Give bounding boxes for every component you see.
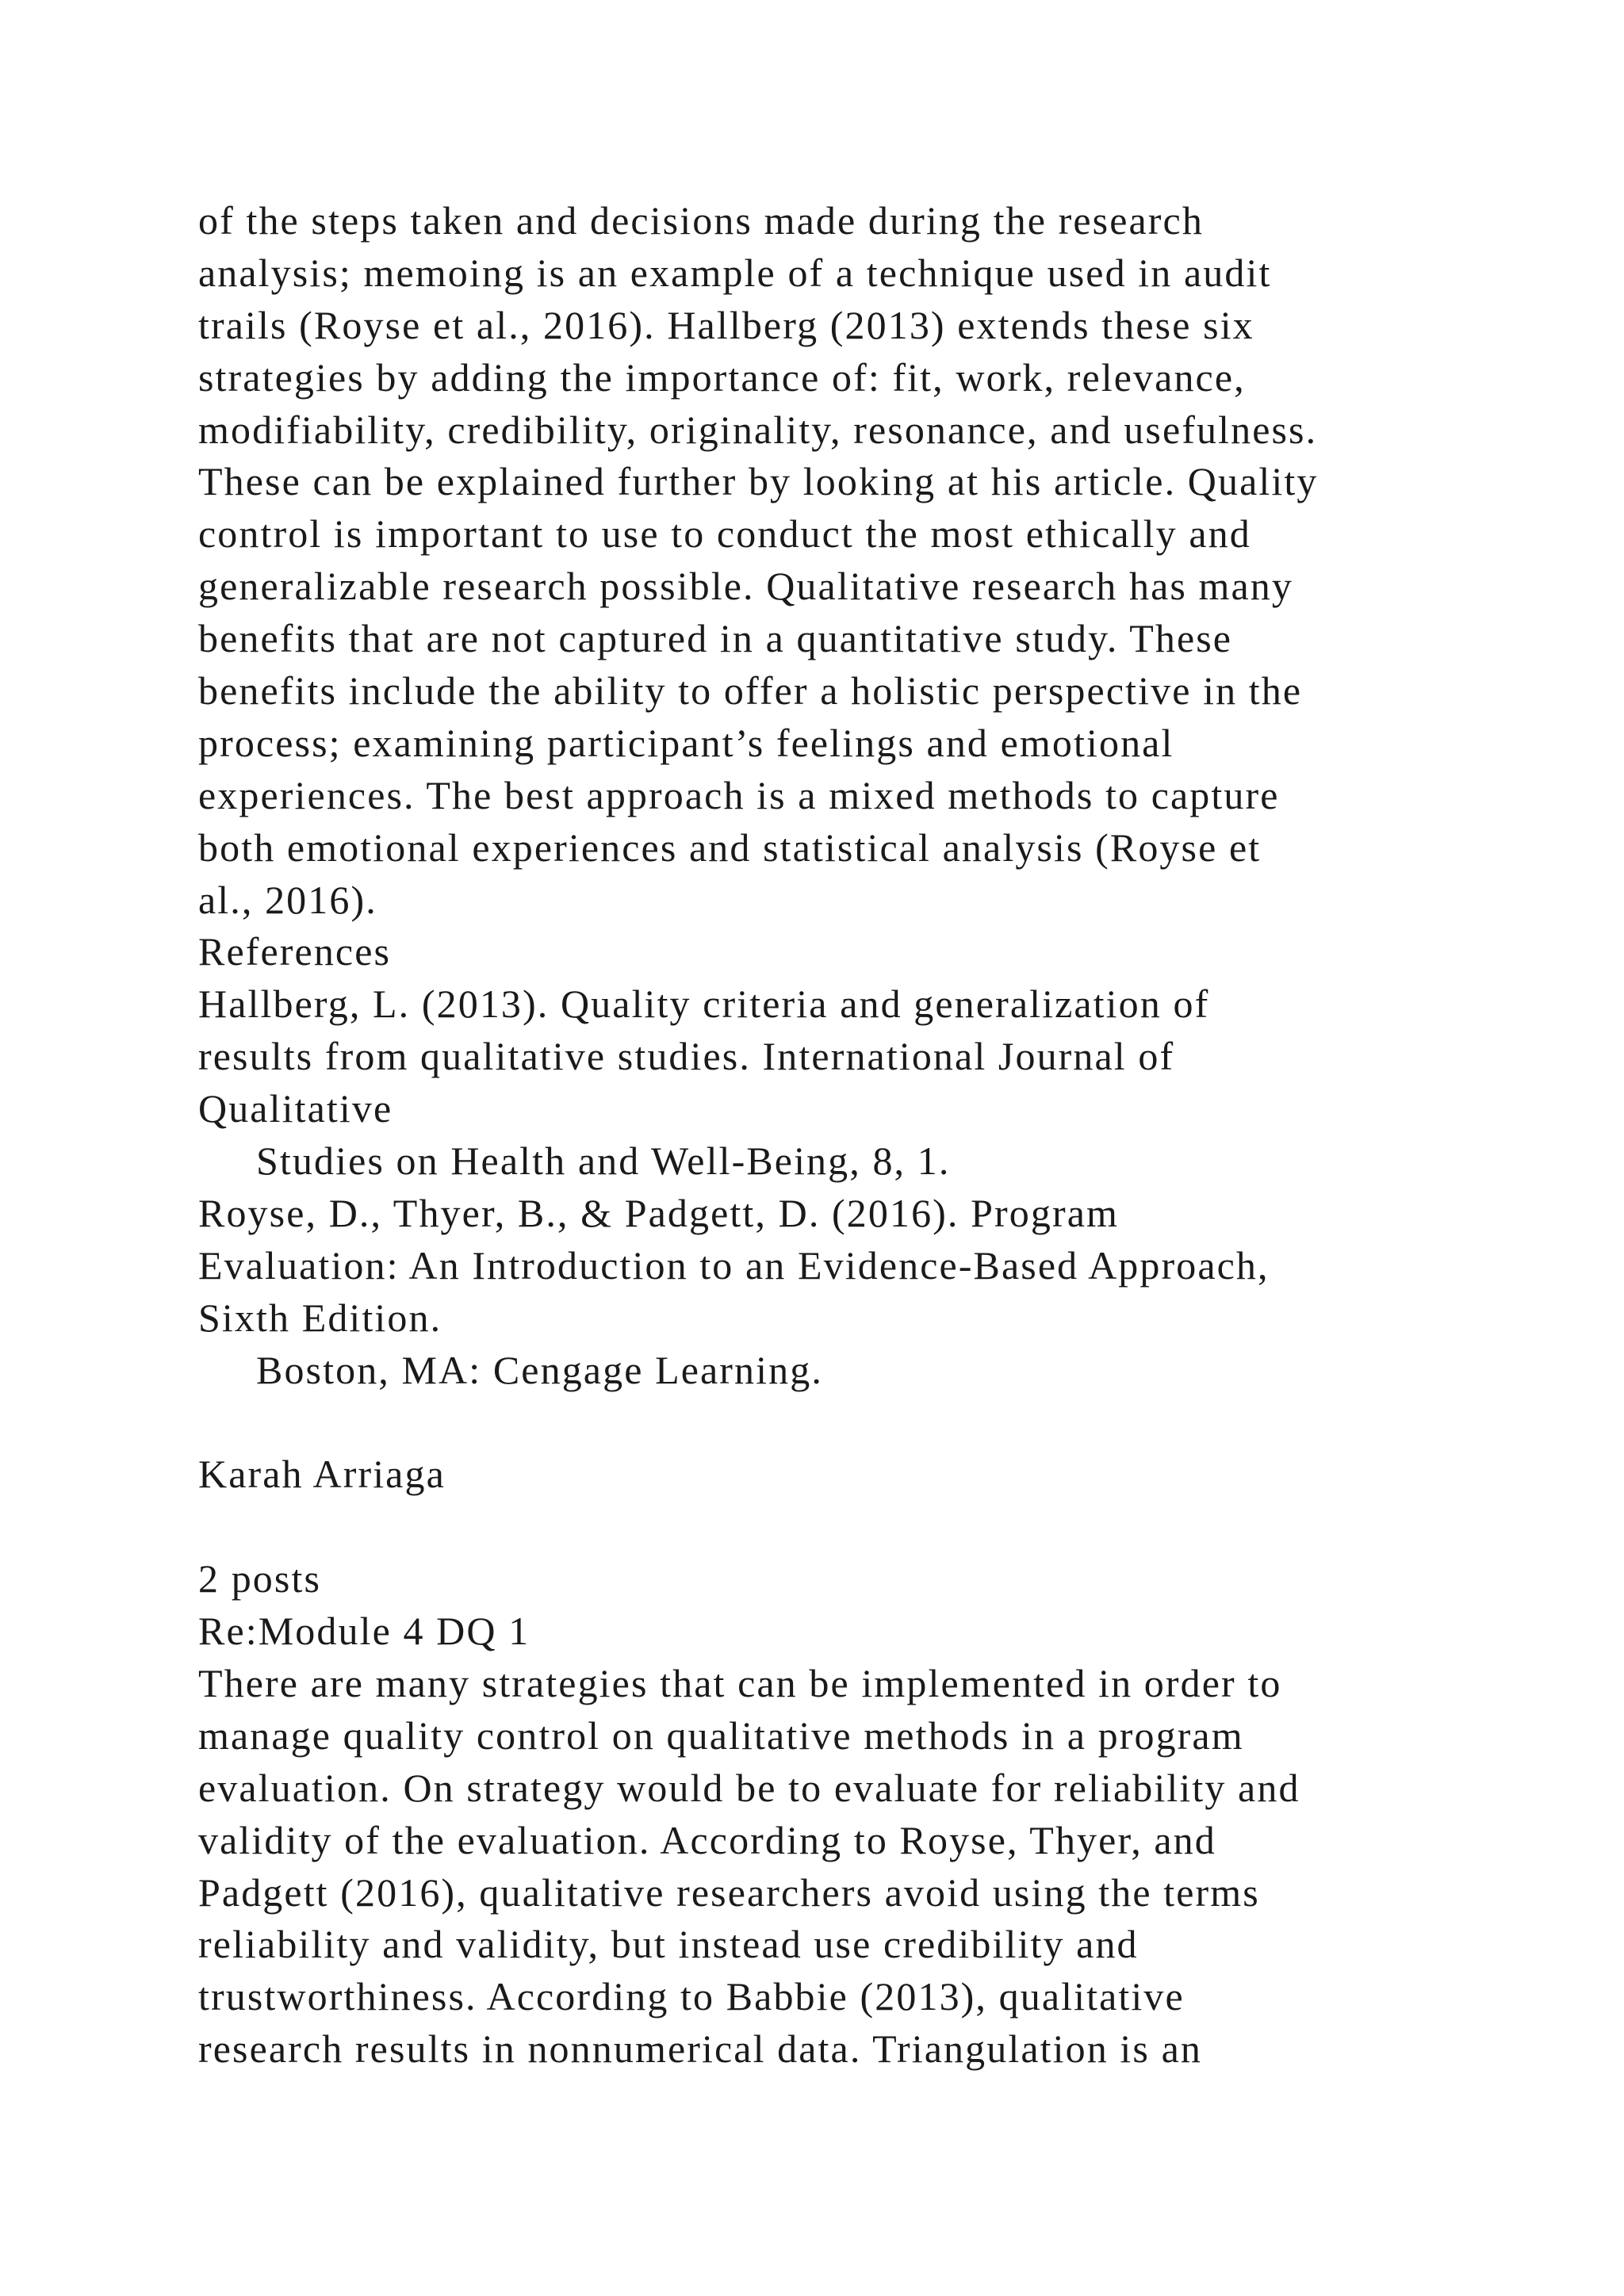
text-line: al., 2016).	[198, 877, 377, 922]
text-line: benefits that are not captured in a quantitative study. These	[198, 616, 1233, 661]
text-line: experiences. The best approach is a mixed methods to capture	[198, 772, 1280, 817]
references-heading: References	[198, 929, 392, 974]
text-line: generalizable research possible. Qualitative research has many	[198, 564, 1294, 609]
text-line: These can be explained further by looking at his article. Quality	[198, 459, 1319, 504]
text-line: Qualitative	[198, 1086, 393, 1131]
text-line: trustworthiness. According to Babbie (2013), qualitative	[198, 1974, 1185, 2019]
text-line: There are many strategies that can be implemented in order to	[198, 1660, 1282, 1705]
paragraph-discussion-continued	[198, 195, 1546, 926]
text-line: reliability and validity, but instead use credibility and	[198, 1922, 1139, 1967]
text-line: Sixth Edition.	[198, 1295, 442, 1340]
text-line: analysis; memoing is an example of a technique used in audit	[198, 250, 1272, 295]
text-line: of the steps taken and decisions made during the research	[198, 198, 1204, 243]
text-line: control is important to use to conduct the most ethically and	[198, 511, 1251, 557]
text-line: Royse, D., Thyer, B., & Padgett, D. (2016). Program	[198, 1190, 1120, 1235]
document-body	[198, 195, 1546, 2076]
text-line: research results in nonnumerical data. Triangulation is an	[198, 2026, 1202, 2072]
text-line: both emotional experiences and statistical analysis (Royse et	[198, 825, 1262, 870]
reference-hallberg	[198, 978, 1546, 1188]
text-line: benefits include the ability to offer a holistic perspective in the	[198, 668, 1303, 714]
text-line: Hallberg, L. (2013). Quality criteria and generalization of	[198, 982, 1210, 1027]
spacer	[198, 1396, 1546, 1448]
text-line: results from qualitative studies. International Journal of	[198, 1034, 1175, 1079]
text-line: Evaluation: An Introduction to an Evidence-Based Approach,	[198, 1242, 1270, 1288]
text-line: evaluation. On strategy would be to evaluate for reliability and	[198, 1765, 1300, 1810]
text-line: strategies by adding the importance of: fit, work, relevance,	[198, 354, 1246, 400]
text-line: Boston, MA: Cengage Learning.	[198, 1347, 823, 1392]
text-line: process; examining participant’s feelings and emotional	[198, 720, 1174, 765]
post-title: Re:Module 4 DQ 1	[198, 1609, 530, 1654]
author-name: Karah Arriaga	[198, 1452, 446, 1497]
text-line: trails (Royse et al., 2016). Hallberg (2013) extends these six	[198, 302, 1254, 347]
text-line: manage quality control on qualitative methods in a program	[198, 1712, 1244, 1758]
text-line: modifiability, credibility, originality, resonance, and usefulness.	[198, 407, 1318, 452]
text-line: Studies on Health and Well-Being, 8, 1.	[198, 1138, 951, 1184]
spacer	[198, 1501, 1546, 1553]
post-count: 2 posts	[198, 1556, 322, 1601]
paragraph-reply	[198, 1658, 1546, 2076]
reference-royse	[198, 1188, 1546, 1397]
text-line: validity of the evaluation. According to Royse, Thyer, and	[198, 1817, 1216, 1862]
text-line: Padgett (2016), qualitative researchers avoid using the terms	[198, 1869, 1260, 1915]
